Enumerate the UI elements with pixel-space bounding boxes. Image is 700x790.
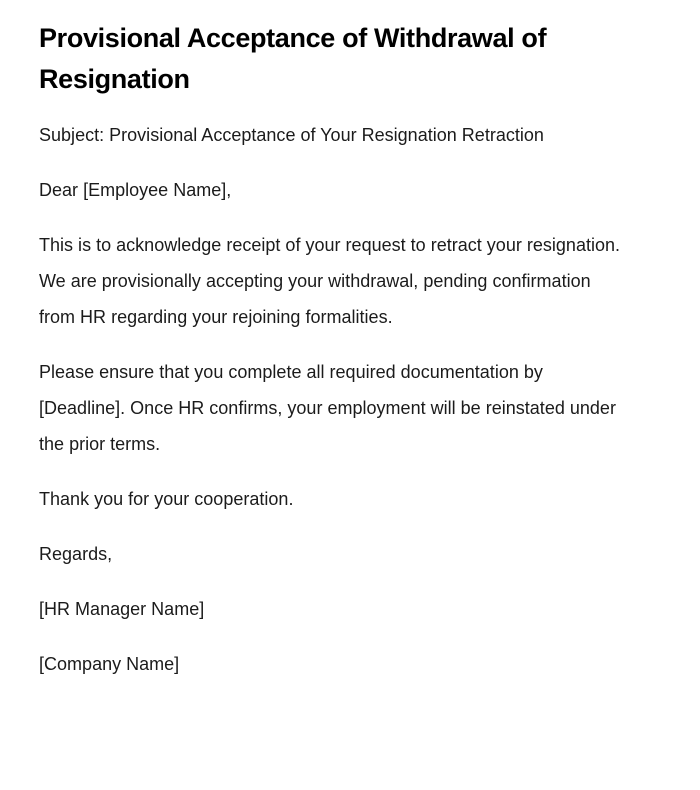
signature-company: [Company Name] — [39, 654, 180, 674]
instructions-paragraph: Please ensure that you complete all required documentation by [Deadline]. Once HR confirms, your employment will be reinstated under the prior terms. — [39, 362, 616, 454]
closing-line: Regards, — [39, 544, 113, 564]
acknowledgement-paragraph: This is to acknowledge receipt of your request to retract your resignation. We are provisionally accepting your withdrawal, pending confirmation from HR regarding your rejoining formalities. — [39, 235, 621, 327]
thanks-paragraph: Thank you for your cooperation. — [39, 489, 294, 509]
salutation: Dear [Employee Name], — [39, 180, 232, 200]
signature-name: [HR Manager Name] — [39, 599, 205, 619]
page-title: Provisional Acceptance of Withdrawal of Resignation — [39, 23, 547, 94]
subject-line: Subject: Provisional Acceptance of Your Resignation Retraction — [39, 125, 544, 145]
letter-body — [39, 117, 622, 682]
